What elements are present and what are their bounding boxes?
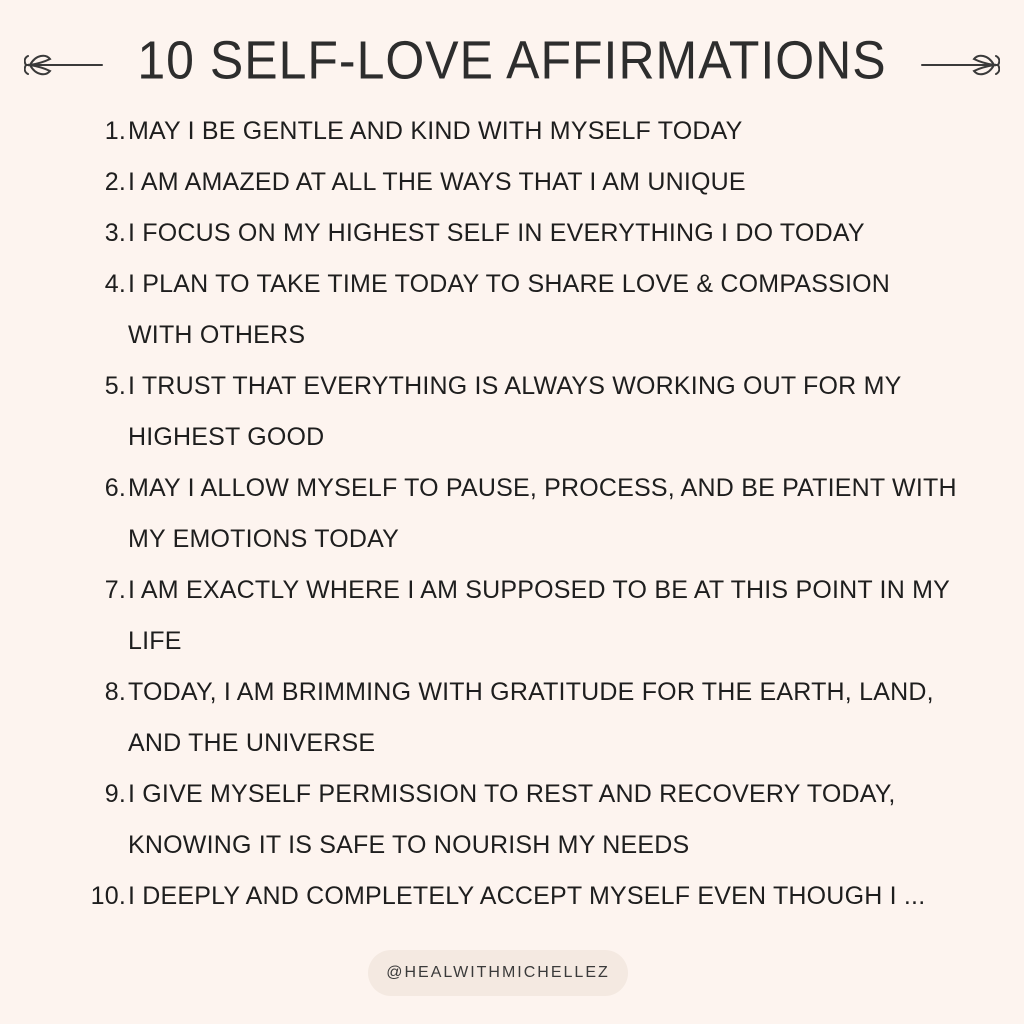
- list-item: [0, 463, 1024, 565]
- list-item: [0, 259, 1024, 361]
- item-number: 8.: [104, 678, 126, 706]
- list-item: [0, 667, 1024, 769]
- item-number: 2.: [104, 168, 126, 196]
- item-text: I FOCUS ON MY HIGHEST SELF IN EVERYTHING I DO TODAY: [128, 219, 865, 247]
- item-number: 1.: [104, 117, 126, 145]
- item-text: I GIVE MYSELF PERMISSION TO REST AND RECOVERY TODAY, KNOWING IT IS SAFE TO NOURISH MY NEEDS: [128, 780, 896, 859]
- list-item: [0, 871, 1024, 922]
- title-row: [0, 24, 1024, 96]
- item-number: 4.: [104, 270, 126, 298]
- leaf-branch-icon: [920, 50, 1000, 80]
- item-text: I PLAN TO TAKE TIME TODAY TO SHARE LOVE & COMPASSION WITH OTHERS: [128, 270, 891, 349]
- page-title: 10 SELF-LOVE AFFIRMATIONS: [137, 29, 887, 91]
- social-handle-badge: @HEALWITHMICHELLEZ: [368, 950, 628, 996]
- item-text: I AM AMAZED AT ALL THE WAYS THAT I AM UNIQUE: [128, 168, 746, 196]
- item-text: I TRUST THAT EVERYTHING IS ALWAYS WORKING OUT FOR MY HIGHEST GOOD: [128, 372, 902, 451]
- item-number: 9.: [104, 780, 126, 808]
- item-text: I DEEPLY AND COMPLETELY ACCEPT MYSELF EVEN THOUGH I ...: [128, 882, 926, 910]
- item-text: MAY I ALLOW MYSELF TO PAUSE, PROCESS, AND BE PATIENT WITH MY EMOTIONS TODAY: [128, 474, 957, 553]
- list-item: [0, 565, 1024, 667]
- affirmations-list: [0, 106, 1024, 922]
- item-number: 5.: [104, 372, 126, 400]
- item-number: 3.: [104, 219, 126, 247]
- item-number: 10.: [90, 882, 126, 910]
- list-item: [0, 157, 1024, 208]
- item-text: TODAY, I AM BRIMMING WITH GRATITUDE FOR THE EARTH, LAND, AND THE UNIVERSE: [128, 678, 934, 757]
- list-item: [0, 361, 1024, 463]
- list-item: [0, 208, 1024, 259]
- item-text: MAY I BE GENTLE AND KIND WITH MYSELF TODAY: [128, 117, 743, 145]
- list-item: [0, 769, 1024, 871]
- item-number: 6.: [104, 474, 126, 502]
- item-text: I AM EXACTLY WHERE I AM SUPPOSED TO BE AT THIS POINT IN MY LIFE: [128, 576, 950, 655]
- item-number: 7.: [104, 576, 126, 604]
- list-item: [0, 106, 1024, 157]
